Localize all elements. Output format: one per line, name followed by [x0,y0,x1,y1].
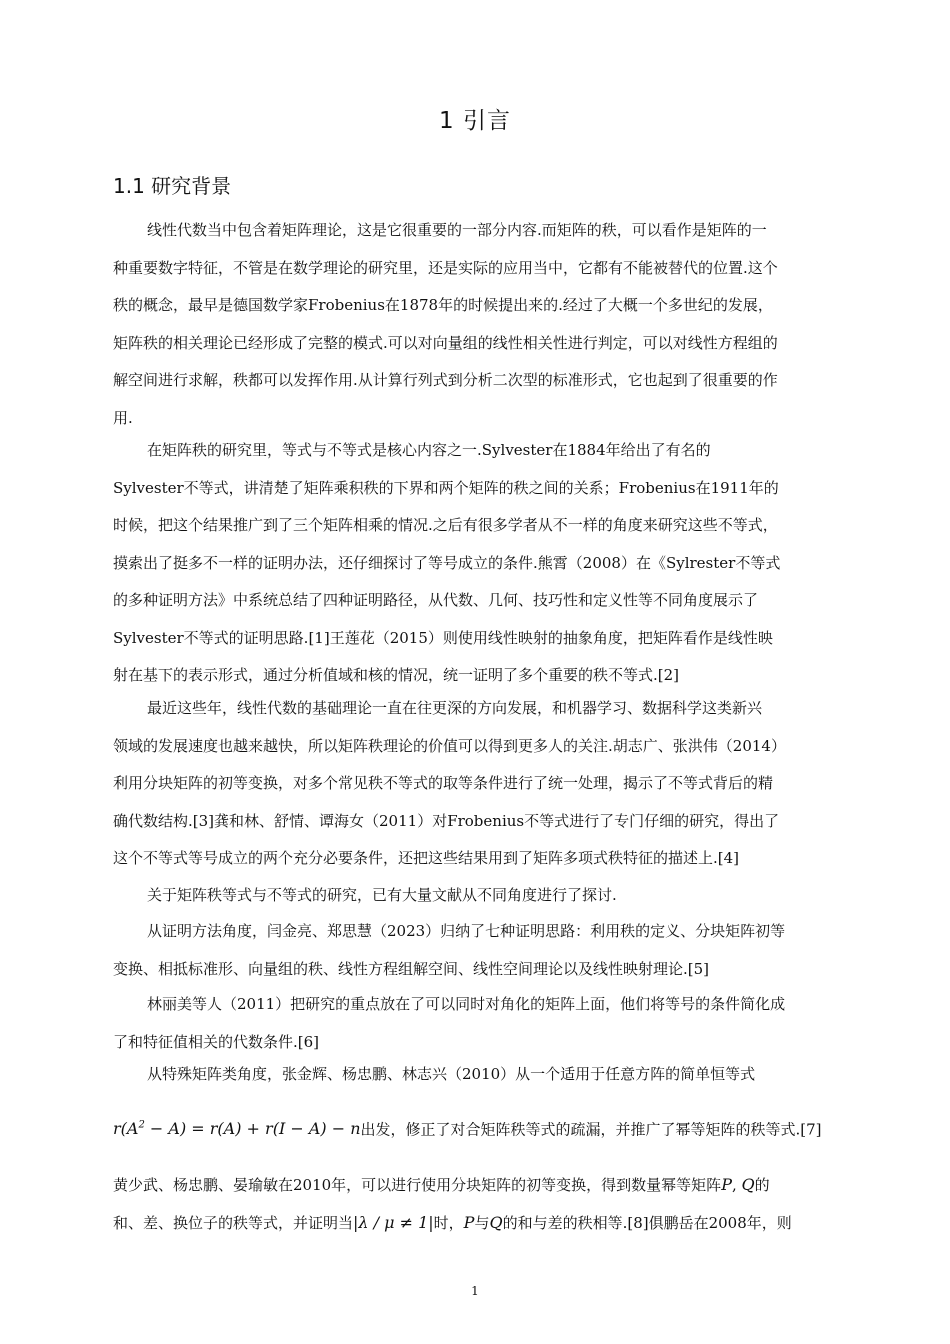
text-line: 确代数结构.[3]龚和林、舒情、谭海女（2011）对Frobenius不等式进行了专门仔细的研究，得出了 [113,811,780,830]
text-line: 黄少武、杨忠鹏、晏瑜敏在2010年，可以进行使用分块矩阵的初等变换，得到数量幂等矩阵P, Q的 [113,1175,770,1194]
text-line: 时候，把这个结果推广到了三个矩阵相乘的情况.之后有很多学者从不一样的角度来研究这些不等式， [113,516,778,534]
formula-line [113,1094,859,1158]
text-line: 解空间进行求解，秩都可以发挥作用.从计算行列式到分析二次型的标准形式，它也起到了很重要的作 [113,371,778,389]
text-line: 线性代数当中包含着矩阵理论，这是它很重要的一部分内容.而矩阵的秩，可以看作是矩阵的一 [147,221,767,239]
text-segment: 和、差、换位子的秩等式，并证明当 [113,1213,354,1232]
text-line: 林丽美等人（2011）把研究的重点放在了可以同时对角化的矩阵上面，他们将等号的条件简化成 [147,995,786,1013]
condition-formula: |λ / μ ≠ 1| [353,1212,434,1232]
text-segment: 的 [754,1176,770,1194]
text-line: 秩的概念，最早是德国数学家Frobenius在1878年的时候提出来的.经过了大概一个多世纪的发展， [113,296,773,314]
text-line: 种重要数字特征，不管是在数学理论的研究里，还是实际的应用当中，它都有不能被替代的位置.这个 [113,258,778,277]
math-symbol: P [721,1175,732,1194]
text-line: 从证明方法角度，闫金亮、郑思慧（2023）归纳了七种证明思路：利用秩的定义、分块矩阵初等 [147,922,786,940]
paragraph-3 [113,690,859,878]
chapter-title: 1 引言 [439,108,511,134]
text-line: 了和特征值相关的代数条件.[6] [113,1032,320,1051]
math-symbol: Q [489,1212,503,1232]
rank-identity-formula: $r(A^2 - A) = r(A) + r(I - A) - n$ [113,1118,361,1138]
text-segment: 黄少武、杨忠鹏、晏瑜敏在2010年，可以进行使用分块矩阵的初等变换，得到数量幂等矩阵 [113,1176,722,1194]
section-title: 1.1 研究背景 [113,174,232,198]
text-line: 的多种证明方法》中系统总结了四种证明路径，从代数、几何、技巧性和定义性等不同角度展示了 [113,591,759,609]
text-line: 领域的发展速度也越来越快，所以矩阵秩理论的价值可以得到更多人的关注.胡志广、张洪伟（2014） [113,736,786,755]
text-segment: 的和与差的秩相等.[8]俱鹏岳在2008年，则 [502,1213,792,1232]
paragraph-4 [113,877,859,915]
text-line: 摸索出了挺多不一样的证明办法，还仔细探讨了等号成立的条件.熊霄（2008）在《Sylrester不等式 [113,553,781,572]
paragraph-8 [113,1166,859,1241]
text-line: 用. [113,408,133,427]
text-line: 矩阵秩的相关理论已经形成了完整的模式.可以对向量组的线性相关性进行判定，可以对线性方程组的 [113,333,778,352]
text-segment: 与 [474,1213,490,1232]
text-line: 最近这些年，线性代数的基础理论一直在往更深的方向发展，和机器学习、数据科学这类新兴 [147,699,763,717]
paragraph-2 [113,432,859,695]
text-segment: 时， [433,1213,464,1232]
paragraph-5 [113,913,859,988]
math-symbol: P [463,1212,475,1232]
text-line: Sylvester不等式，讲清楚了矩阵乘积秩的下界和两个矩阵的秩之间的关系；Frobenius在1911年的 [113,478,779,497]
text-line: 在矩阵秩的研究里，等式与不等式是核心内容之一.Sylvester在1884年给出了有名的 [147,441,711,459]
text-line: 从特殊矩阵类角度，张金辉、杨忠鹏、林志兴（2010）从一个适用于任意方阵的简单恒等式 [147,1065,756,1083]
math-symbol: Q [741,1175,755,1194]
text-line: 这个不等式等号成立的两个充分必要条件，还把这些结果用到了矩阵多项式秩特征的描述上.[4] [113,849,740,867]
text-line: 变换、相抵标准形、向量组的秩、线性方程组解空间、线性空间理论以及线性映射理论.[5] [113,959,710,978]
paragraph-1 [113,212,859,437]
paragraph-6 [113,986,859,1061]
paragraph-7 [113,1056,859,1158]
text-line: 关于矩阵秩等式与不等式的研究，已有大量文献从不同角度进行了探讨. [147,886,617,904]
text-line: Sylvester不等式的证明思路.[1]王莲花（2015）则使用线性映射的抽象角度，把矩阵看作是线性映 [113,628,773,647]
text-line: 利用分块矩阵的初等变换，对多个常见秩不等式的取等条件进行了统一处理，揭示了不等式背后的精 [113,774,774,792]
formula-trailing-text: 出发，修正了对合矩阵秩等式的疏漏，并推广了幂等矩阵的秩等式.[7] [360,1119,822,1138]
text-line [113,1204,859,1242]
text-line: 射在基下的表示形式，通过分析值域和核的情况，统一证明了多个重要的秩不等式.[2] [113,666,680,684]
page-number: 1 [471,1284,479,1298]
